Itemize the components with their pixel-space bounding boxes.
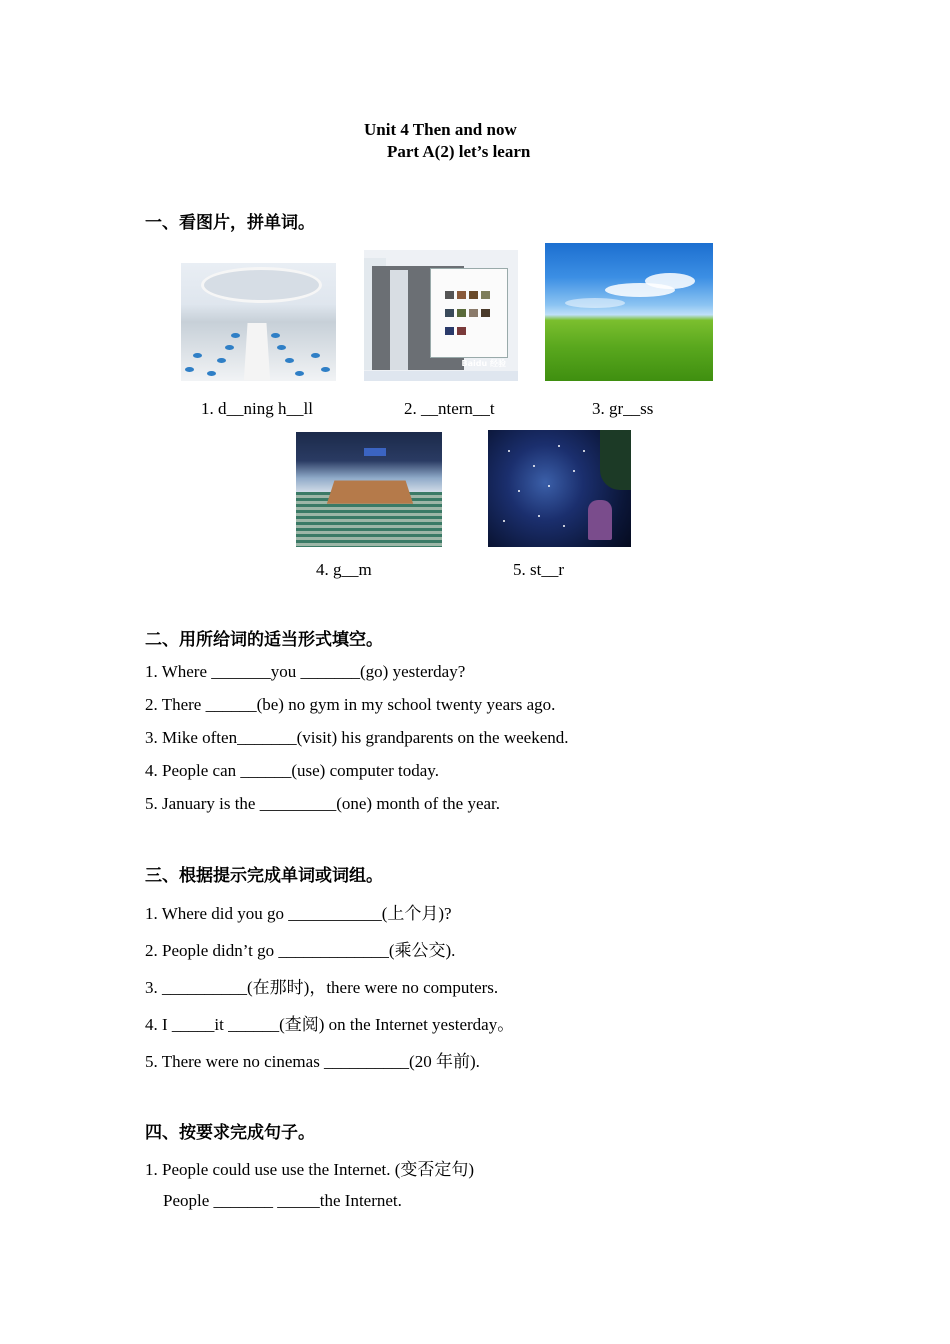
section2-item: 2. There ______(be) no gym in my school twenty years ago.	[145, 695, 556, 714]
caption-5: 5. st__r	[513, 560, 564, 579]
unit-title: Unit 4 Then and now	[364, 120, 517, 139]
internet-image	[364, 250, 518, 381]
section4-heading: 四、按要求完成句子。	[145, 1123, 315, 1143]
section3-item: 1. Where did you go ___________(上个月)?	[145, 904, 452, 923]
section3-item: 3. __________(在那时)，there were no computers.	[145, 978, 499, 997]
star-image	[488, 430, 631, 547]
section3-heading: 三、根据提示完成单词或词组。	[145, 866, 383, 886]
section3-item: 4. I _____it ______(查阅) on the Internet yesterday。	[145, 1015, 515, 1034]
caption-4: 4. g__m	[316, 560, 372, 579]
grass-image	[545, 243, 713, 381]
caption-2: 2. __ntern__t	[404, 399, 495, 418]
section3-item: 5. There were no cinemas __________(20 年前).	[145, 1052, 480, 1071]
caption-3: 3. gr__ss	[592, 399, 654, 418]
gym-image	[296, 432, 442, 547]
section4-item: 1. People could use use the Internet. (变否定句)	[145, 1160, 475, 1179]
section2-item: 5. January is the _________(one) month of the year.	[145, 794, 501, 813]
section2-heading: 二、用所给词的适当形式填空。	[145, 630, 383, 650]
dining-hall-image	[181, 263, 336, 381]
section2-item: 4. People can ______(use) computer today.	[145, 761, 439, 780]
section4-answer-line: People _______ _____the Internet.	[163, 1191, 402, 1210]
section3-item: 2. People didn’t go _____________(乘公交).	[145, 941, 456, 960]
section1-heading: 一、看图片，拼单词。	[145, 213, 315, 233]
section2-item: 1. Where _______you _______(go) yesterday?	[145, 662, 466, 681]
caption-1: 1. d__ning h__ll	[201, 399, 313, 418]
baidu-watermark: Baidu 经验	[461, 359, 506, 368]
section2-item: 3. Mike often_______(visit) his grandparents on the weekend.	[145, 728, 569, 747]
lesson-subtitle: Part A(2) let’s learn	[387, 142, 531, 161]
